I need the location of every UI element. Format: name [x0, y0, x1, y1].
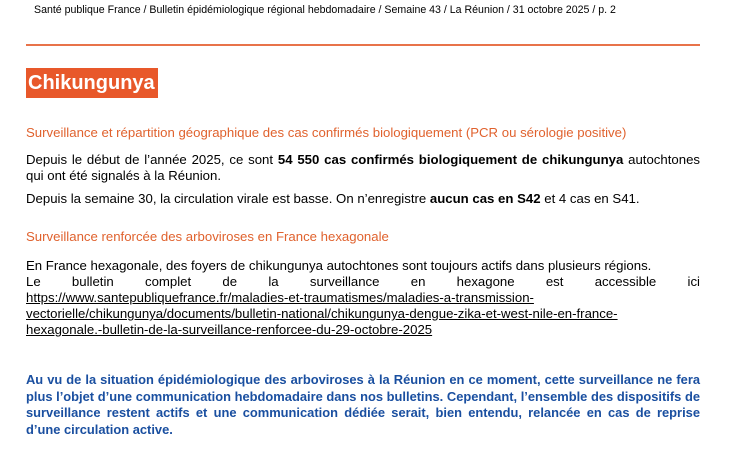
p2-text-end: et 4 cas en S41. — [540, 191, 640, 206]
word: est — [545, 274, 564, 289]
p1-emphasis: 54 550 cas confirmés biologiquement de chikungunya — [277, 152, 624, 167]
word: de — [222, 274, 238, 289]
section2-line1: En France hexagonale, des foyers de chikungunya autochtones sont toujours actifs dans plusieurs régions. — [26, 258, 652, 273]
section1-paragraph2 — [26, 191, 700, 207]
section1-heading: Surveillance et répartition géographique des cas confirmés biologiquement (PCR ou sérologie positive) — [26, 125, 627, 140]
p2-emphasis: aucun cas en S42 — [429, 191, 541, 206]
word: en — [410, 274, 426, 289]
section2-heading: Surveillance renforcée des arboviroses en France hexagonale — [26, 229, 389, 244]
bulletin-link[interactable] — [26, 290, 700, 338]
word: surveillance — [309, 274, 380, 289]
section1-paragraph1 — [26, 152, 700, 184]
section-title: Chikungunya — [26, 68, 158, 98]
p1-text-start: Depuis le début de l’année 2025, ce sont — [26, 152, 278, 167]
bulletin-link-line1[interactable]: https://www.santepubliquefrance.fr/maladies-et-traumatismes/maladies-a-transmission- — [26, 290, 534, 305]
p2-text-start: Depuis la semaine 30, la circulation virale est basse. On n’enregistre — [26, 191, 430, 206]
bulletin-link-line2[interactable]: vectorielle/chikungunya/documents/bulletin-national/chikungunya-dengue-zika-et-west-nile-en-france- — [26, 306, 618, 321]
section2-paragraph — [26, 258, 700, 338]
word: bulletin — [71, 274, 114, 289]
bulletin-link-line3[interactable]: hexagonale.-bulletin-de-la-surveillance-renforcee-du-29-octobre-2025 — [26, 322, 433, 337]
word: complet — [144, 274, 192, 289]
word: accessible — [594, 274, 657, 289]
closing-note: Au vu de la situation épidémiologique des arboviroses à la Réunion en ce moment, cette surveillance ne fera plus l’objet d’une communication hebdomadaire dans nos bulletins. Cependant, l’ensemble des dispositifs de surveillance restent actifs et une communication dédiée serait, bien entendu, relancée en cas de reprise d’une circulation active. — [26, 372, 700, 437]
word: Le — [26, 274, 41, 289]
word: ici — [687, 274, 700, 289]
word: la — [268, 274, 279, 289]
p1-text-end: autochtones qui ont été signalés à la Réunion. — [26, 152, 700, 183]
word: hexagone — [456, 274, 515, 289]
page-header: Santé publique France / Bulletin épidémiologique régional hebdomadaire / Semaine 43 / La Réunion / 31 octobre 2025 / p. 2 — [34, 4, 616, 16]
header-divider — [26, 44, 700, 46]
section2-line2 — [26, 274, 700, 290]
